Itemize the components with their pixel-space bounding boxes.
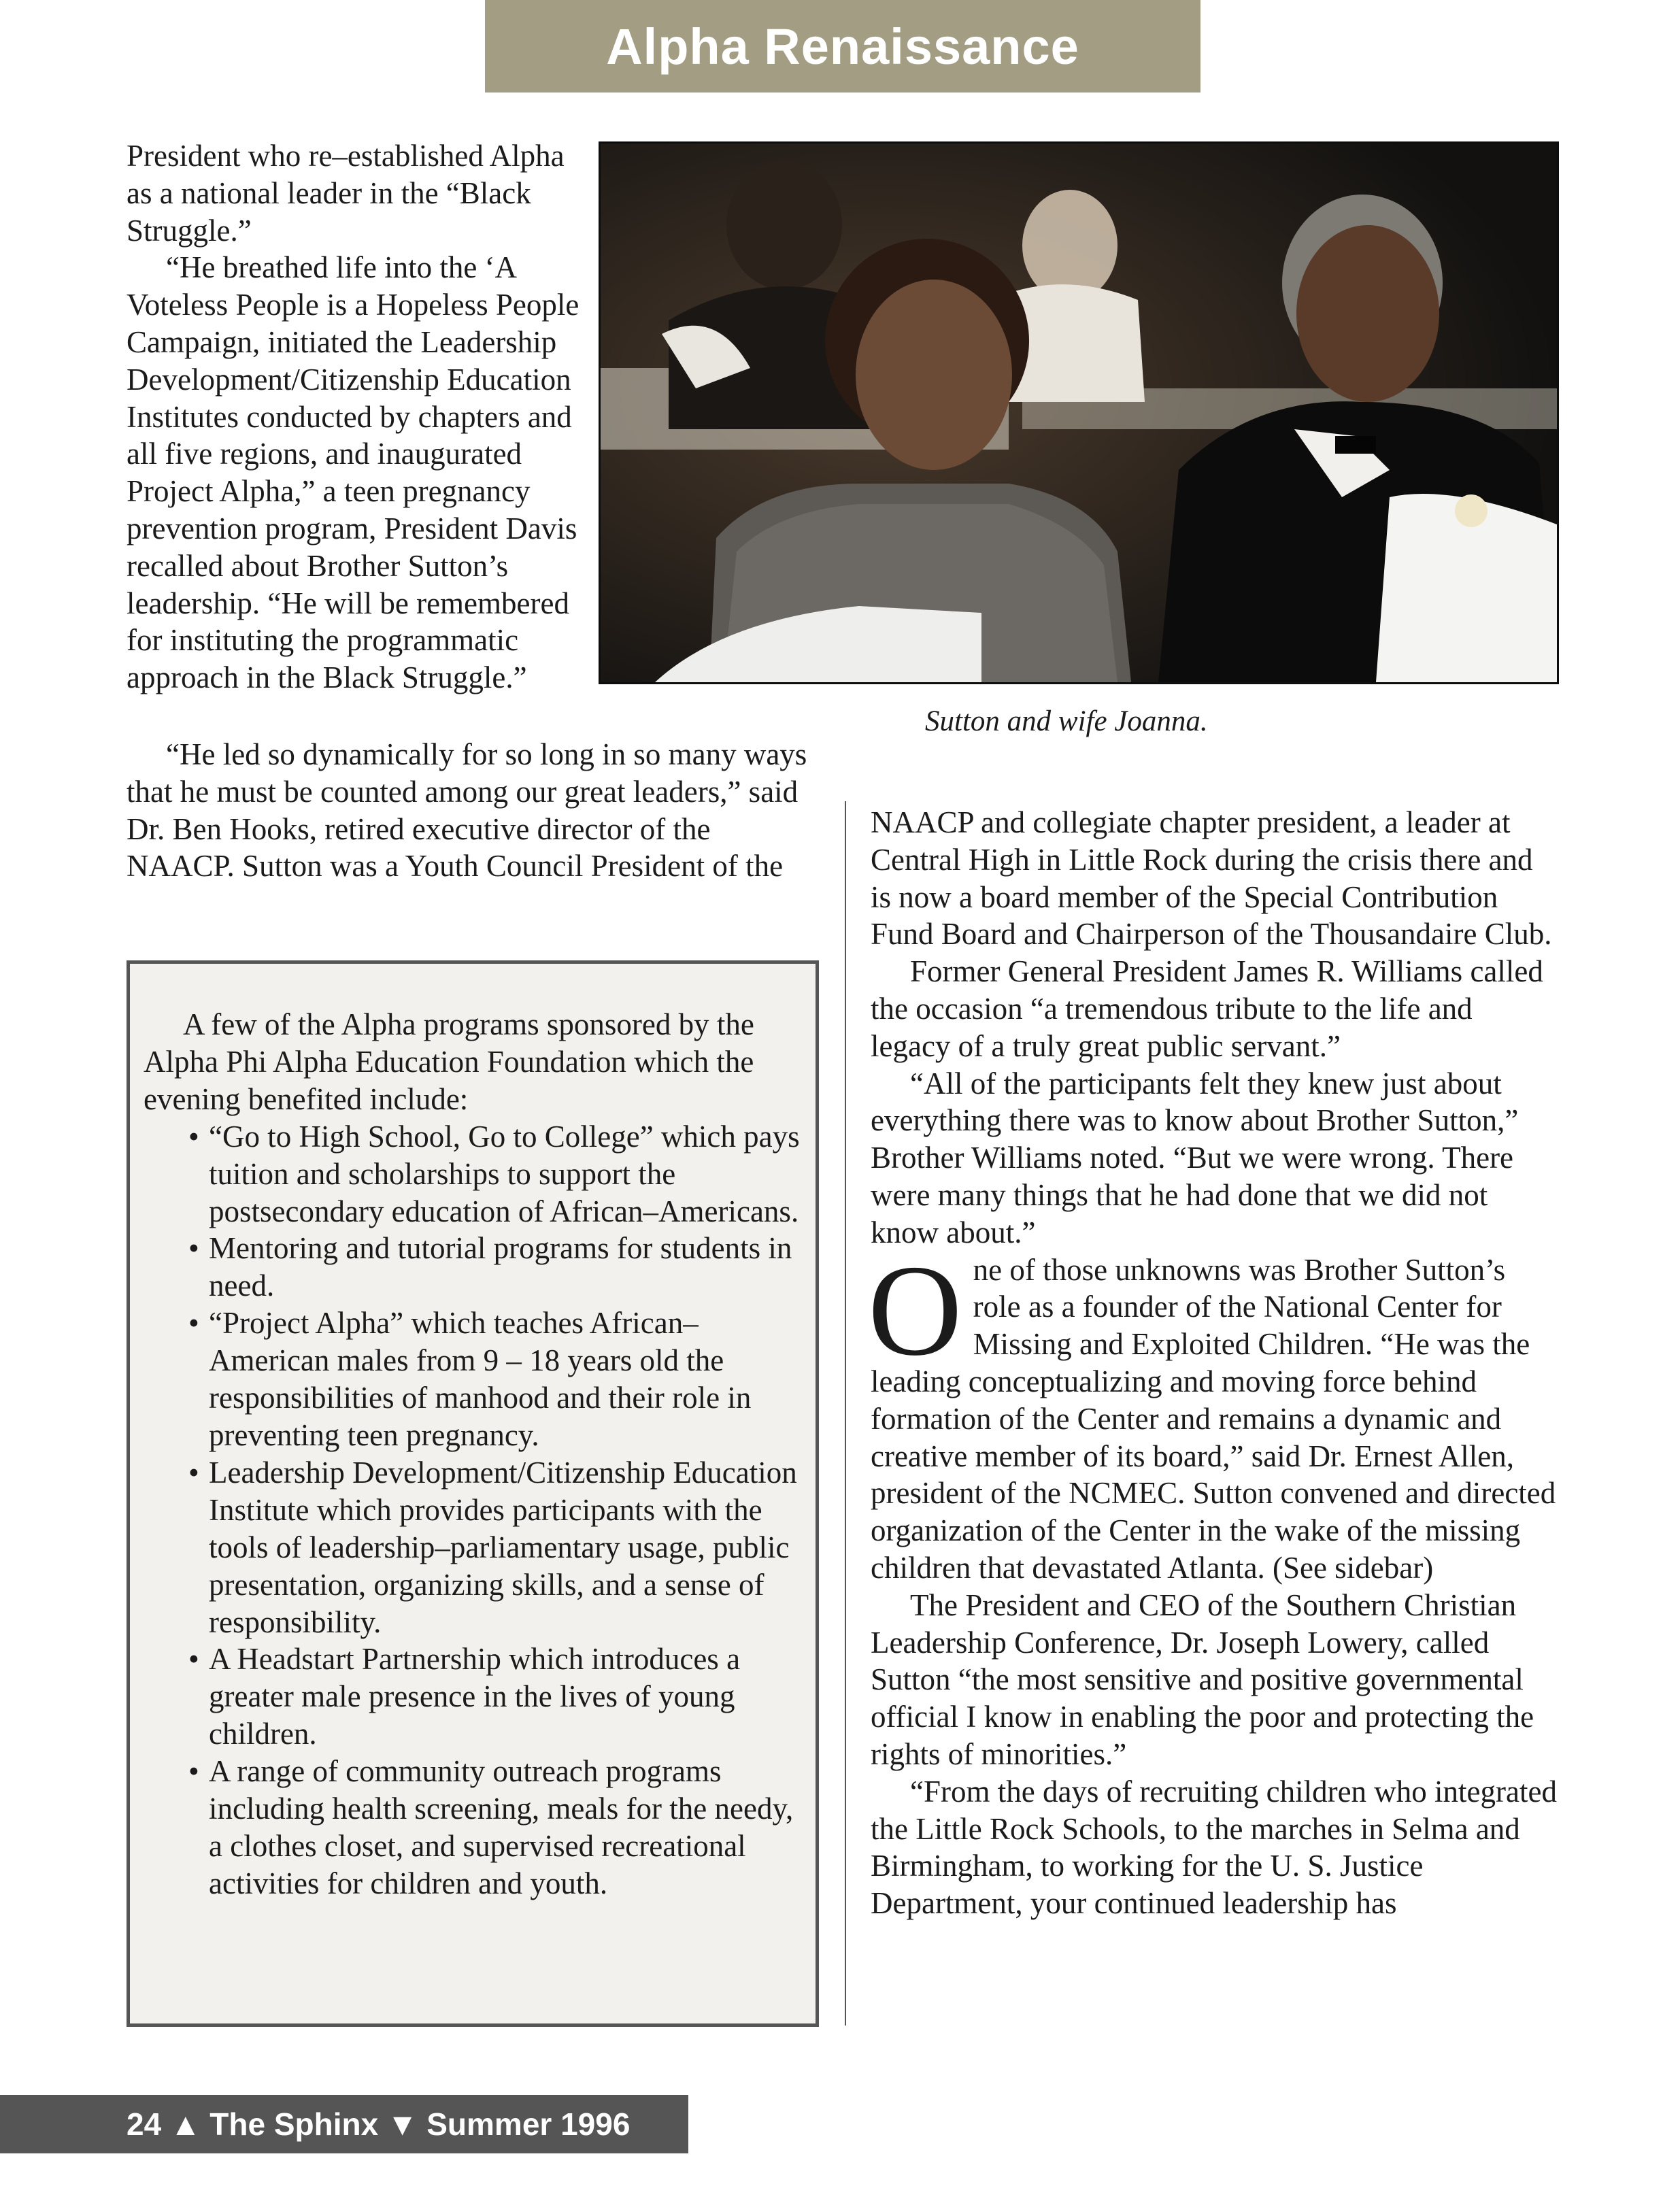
paragraph: “All of the participants felt they knew just about everything there was to know about Brother Sutton,” Brother Williams noted. “But we were wrong. There were many things that he had done that we did not know about.” xyxy=(871,1066,1519,1249)
list-item: • A Headstart Partnership which introduces a greater male presence in the lives of young children. xyxy=(188,1642,741,1751)
paragraph: “He led so dynamically for so long in so many ways that he must be counted among our great leaders,” said Dr. Ben Hooks, retired executive director of the NAACP. Sutton was a Youth Council President of the xyxy=(127,737,807,884)
list-item: • Leadership Development/Citizenship Education Institute which provides participants with the tools of leadership–parliamentary usage, public presentation, organizing skills, and a sense of responsibility. xyxy=(188,1455,797,1639)
photo-illustration xyxy=(601,144,1557,682)
bullet: • xyxy=(188,1119,199,1154)
sidebar-box xyxy=(127,960,819,2027)
column1-text-bottom xyxy=(127,736,820,885)
photo-sutton-and-wife xyxy=(599,141,1559,684)
list-item: • A range of community outreach programs including health screening, meals for the needy, a clothes closet, and supervised recreational activities for children and youth. xyxy=(188,1754,794,1900)
bullet: • xyxy=(188,1754,199,1789)
paragraph: Former General President James R. Williams called the occasion “a tremendous tribute to the life and legacy of a truly great public servant.” xyxy=(871,954,1543,1063)
bullet: • xyxy=(188,1642,199,1677)
paragraph: The President and CEO of the Southern Christian Leadership Conference, Dr. Joseph Lowery, called Sutton “the most sensitive and positive governmental official I know in enabling the poor and protecting the rights of minorities.” xyxy=(871,1587,1534,1771)
section-title: Alpha Renaissance xyxy=(606,18,1079,75)
paragraph-with-drop-cap: One of those unknowns was Brother Sutton’s role as a founder of the National Center for Missing and Exploited Children. “He was the leading conceptualizing and moving force behind formation of the Center and remains a dynamic and creative member of its board,” said Dr. Ernest Allen, president of the NCMEC. Sutton convened and directed organization of the Center in the wake of the missing children that devastated Atlanta. (See sidebar) xyxy=(868,1237,1556,1585)
photo-caption: Sutton and wife Joanna. xyxy=(925,705,1208,737)
footer-text: 24 ▲ The Sphinx ▼ Summer 1996 xyxy=(127,2106,631,2142)
paragraph: President who re–established Alpha as a national leader in the “Black Struggle.” xyxy=(127,139,565,248)
list-item: • “Go to High School, Go to College” which pays tuition and scholarships to support the postsecondary education of African–Americans. xyxy=(188,1119,800,1228)
paragraph: “He breathed life into the ‘A Voteless People is a Hopeless People Campaign, initiated the Leadership Development/Citizenship Education Institutes conducted by chapters and all five regions, and inaugurated Project Alpha,” a teen pregnancy prevention program, President Davis recalled about Brother Sutton’s leadership. “He will be remembered for instituting the programmatic approach in the Black Struggle.” xyxy=(127,250,579,695)
column-divider xyxy=(845,801,846,2026)
drop-cap: O xyxy=(868,1237,962,1383)
column1-text-top xyxy=(127,137,596,696)
bullet: • xyxy=(188,1231,199,1266)
list-item: • “Project Alpha” which teaches African–American males from 9 – 18 years old the responsibilities of manhood and their role in preventing teen pregnancy. xyxy=(188,1306,752,1452)
section-banner xyxy=(485,0,1200,93)
bullet: • xyxy=(188,1455,199,1490)
paragraph: NAACP and collegiate chapter president, a leader at Central High in Little Rock during the crisis there and is now a board member of the Special Contribution Fund Board and Chairperson of the Thousandaire Club. xyxy=(871,805,1552,952)
column2-text xyxy=(868,804,1558,1922)
program-list xyxy=(144,1118,803,1902)
page-footer xyxy=(0,2095,688,2153)
bullet: • xyxy=(188,1306,199,1341)
list-item: • Mentoring and tutorial programs for students in need. xyxy=(188,1231,792,1303)
paragraph: “From the days of recruiting children who integrated the Little Rock Schools, to the marches in Selma and Birmingham, to working for the U. S. Justice Department, your continued leadership has xyxy=(871,1774,1557,1921)
sidebar-intro: A few of the Alpha programs sponsored by the Alpha Phi Alpha Education Foundation which the evening benefited include: xyxy=(144,1007,754,1116)
